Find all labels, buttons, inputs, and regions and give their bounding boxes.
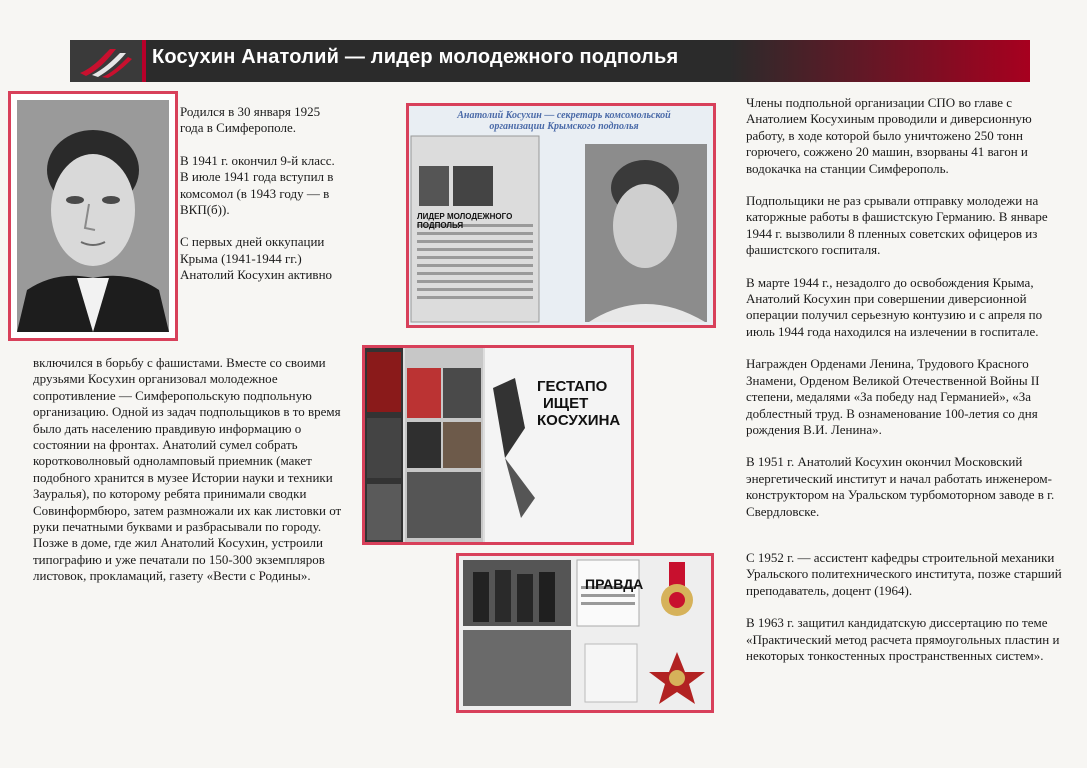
left-text-bottom [33, 355, 345, 601]
right-paragraph-6: С 1952 г. — ассистент кафедры строительной механики Уральского политехнического института, позже старший преподаватель, доцент (1964). [746, 549, 1062, 598]
occupation-paragraph: С первых дней оккупации Крыма (1941-1944 гг.) Анатолий Косухин активно [180, 234, 333, 283]
right-text [746, 95, 1066, 680]
birth-paragraph: Родился в 30 января 1925 года в Симферополе. [180, 104, 321, 136]
book-title [537, 378, 620, 429]
portrait-image [17, 100, 169, 332]
awards-collage [456, 553, 714, 713]
header-bar [70, 40, 1030, 82]
header-accent [730, 40, 1030, 82]
right-paragraph-5: В 1951 г. Анатолий Косухин окончил Московский энергетический институт и начал работать инженером-конструктором на Уральском турбомоторном заводе в г. Свердловске. [746, 454, 1055, 519]
right-paragraph-2: Подпольщики не раз срывали отправку молодежи на каторжные работы в фашистскую Германию. В январе 1944 г. вызволили 8 пленных советских офицеров из фашистского госпиталя. [746, 193, 1048, 258]
book-title-line1: ГЕСТАПО [537, 378, 608, 395]
books-collage [362, 345, 634, 545]
header-divider [142, 40, 146, 82]
right-paragraph-1: Члены подпольной организации СПО во главе с Анатолием Косухиным проводили и диверсионную работу, в ходе которой было уничтожено 250 тонн горючего, сожжено 20 машин, взорваны 41 вагон и водокачка на станции Симферополь. [746, 95, 1032, 176]
left-text-top [180, 104, 340, 300]
portrait-photo [8, 91, 178, 341]
collage1-caption: Анатолий Косухин — секретарь комсомольской организации Крымского подполья [457, 110, 671, 132]
newspaper-collage [406, 103, 716, 328]
right-paragraph-3: В марте 1944 г., незадолго до освобождения Крыма, Анатолий Косухин при совершении диверсионной операции получил серьезную контузию и с апреля по июль 1944 года находился на излечении в госпитале. [746, 274, 1043, 339]
collage1-headline: ЛИДЕР МОЛОДЕЖНОГО ПОДПОЛЬЯ [417, 212, 513, 230]
ribbon-logo-icon [70, 40, 142, 82]
right-paragraph-4: Награжден Орденами Ленина, Трудового Красного Знамени, Орденом Великой Отечественной Войны II степени, медалями «За победу над Германией», «За доблестный труд. В ознаменование 100-летия со дня рождения В.И. Ленина». [746, 356, 1040, 437]
right-paragraph-7: В 1963 г. защитил кандидатскую диссертацию по теме «Практический метод расчета прямоугольных пластин и некоторых тонкостенных пространственных систем». [746, 615, 1060, 663]
newspaper-pravda: ПРАВДА [585, 576, 644, 592]
page-title: Косухин Анатолий — лидер молодежного подполья [152, 46, 679, 68]
book-title-line3: КОСУХИНА [537, 412, 621, 429]
komsomol-paragraph: В 1941 г. окончил 9-й класс. В июле 1941 года вступил в комсомол (в 1943 году — в ВКП(б)). [180, 152, 335, 218]
book-title-line2: ИЩЕТ [543, 395, 589, 412]
resistance-paragraph: включился в борьбу с фашистами. Вместе со своими друзьями Косухин организовал молодежное сопротивление — Симферопольскую подпольную организацию. Одной из задач подпольщиков в то время было дать населению правдивую информацию о состоянии на фронтах. Анатолий сумел собрать коротковолновый одноламповый приемник (макет подобного хранится в музее Истории науки и техники Зауралья), по которому ребята принимали сводки Совинформбюро, затем размножали их как листовки от руки печатными буквами и разбрасывали по городу. Позже в доме, где жил Анатолий Косухин, устроили типографию и уже печатали по 150-300 экземпляров листовок, прокламаций, газету «Вести с Родины». [33, 355, 342, 584]
